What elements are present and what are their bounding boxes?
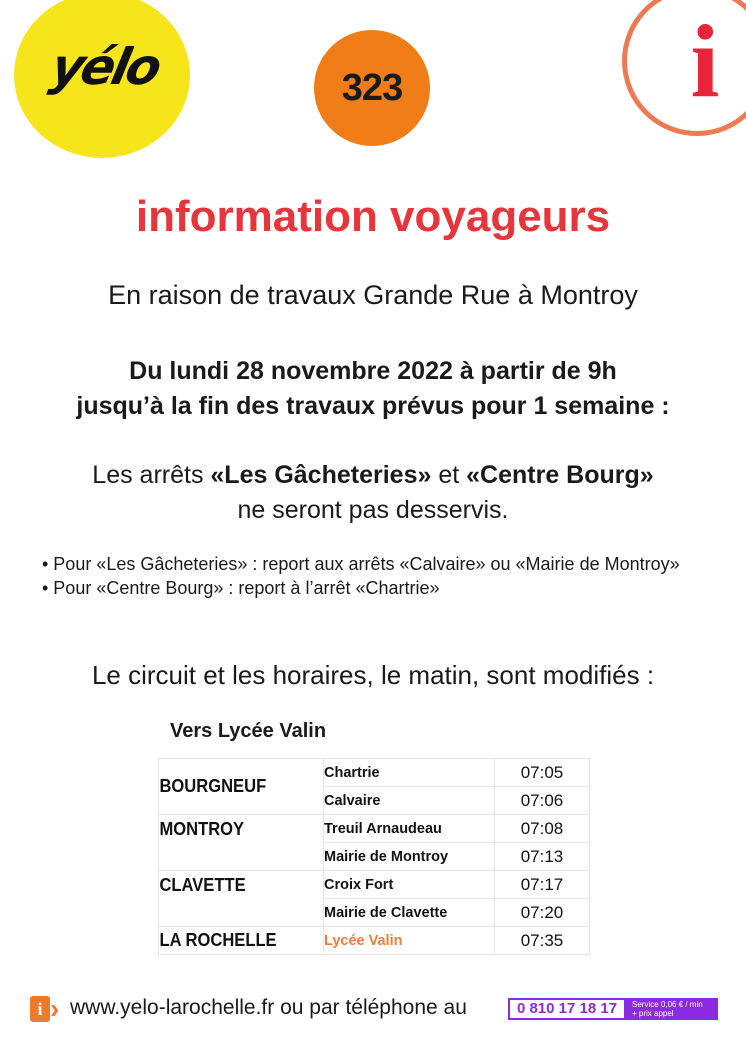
schedule-direction: Vers Lycée Valin [170, 720, 327, 742]
stop-cell: Mairie de Clavette [324, 899, 495, 927]
stops-line-2: ne seront pas desservis. [237, 496, 509, 524]
table-row [159, 871, 590, 899]
stops-prefix: Les arrêts [92, 461, 211, 489]
yelo-logo-text: yélo [45, 38, 165, 96]
info-icon-letter: i [690, 4, 720, 119]
call-tariff-line-1: Service 0,06 € / min [632, 1000, 703, 1009]
schedule-table [158, 758, 590, 955]
stops-and: et [431, 461, 467, 489]
line-number-badge [314, 30, 430, 146]
time-cell: 07:08 [495, 815, 590, 843]
stop-cell: Croix Fort [324, 871, 495, 899]
phone-number[interactable]: 0 810 17 18 17 [508, 998, 626, 1020]
table-row [159, 759, 590, 787]
commune-cell: MONTROY [159, 815, 311, 871]
time-cell: 07:05 [495, 759, 590, 787]
page-title: information voyageurs [135, 192, 611, 241]
subtitle: En raison de travaux Grande Rue à Montroy [108, 280, 638, 310]
time-cell: 07:35 [495, 927, 590, 955]
info-small-icon: i [30, 996, 50, 1022]
list-item: • Pour «Centre Bourg» : report à l’arrêt «Chartrie» [42, 578, 440, 598]
stop-cell: Chartrie [324, 759, 495, 787]
redirect-list [42, 552, 722, 600]
time-cell: 07:17 [495, 871, 590, 899]
commune-cell: CLAVETTE [159, 871, 311, 927]
stop-cell-terminus: Lycée Valin [324, 927, 495, 955]
line-number: 323 [341, 66, 403, 109]
stop-cell: Treuil Arnaudeau [324, 815, 495, 843]
commune-cell: BOURGNEUF [159, 759, 311, 815]
list-item: • Pour «Les Gâcheteries» : report aux arrêts «Calvaire» ou «Mairie de Montroy» [42, 554, 680, 574]
date-line-2: jusqu’à la fin des travaux prévus pour 1 semaine : [76, 392, 670, 420]
call-tariff-line-2: + prix appel [632, 1009, 674, 1018]
stop-a: «Les Gâcheteries» [210, 461, 432, 489]
commune-cell: LA ROCHELLE [159, 927, 311, 955]
stop-cell: Calvaire [324, 787, 495, 815]
call-tariff [626, 998, 718, 1020]
closed-stops [0, 458, 746, 528]
time-cell: 07:13 [495, 843, 590, 871]
time-cell: 07:20 [495, 899, 590, 927]
table-row [159, 927, 590, 955]
stop-b: «Centre Bourg» [466, 461, 654, 489]
time-cell: 07:06 [495, 787, 590, 815]
stop-cell: Mairie de Montroy [324, 843, 495, 871]
circuit-notice: Le circuit et les horaires, le matin, sont modifiés : [91, 660, 655, 690]
chevron-right-icon: › [50, 993, 60, 1024]
table-row [159, 815, 590, 843]
date-line-1: Du lundi 28 novembre 2022 à partir de 9h [129, 357, 617, 385]
website-link[interactable]: www.yelo-larochelle.fr ou par téléphone au [70, 996, 467, 1019]
date-range [0, 354, 746, 424]
